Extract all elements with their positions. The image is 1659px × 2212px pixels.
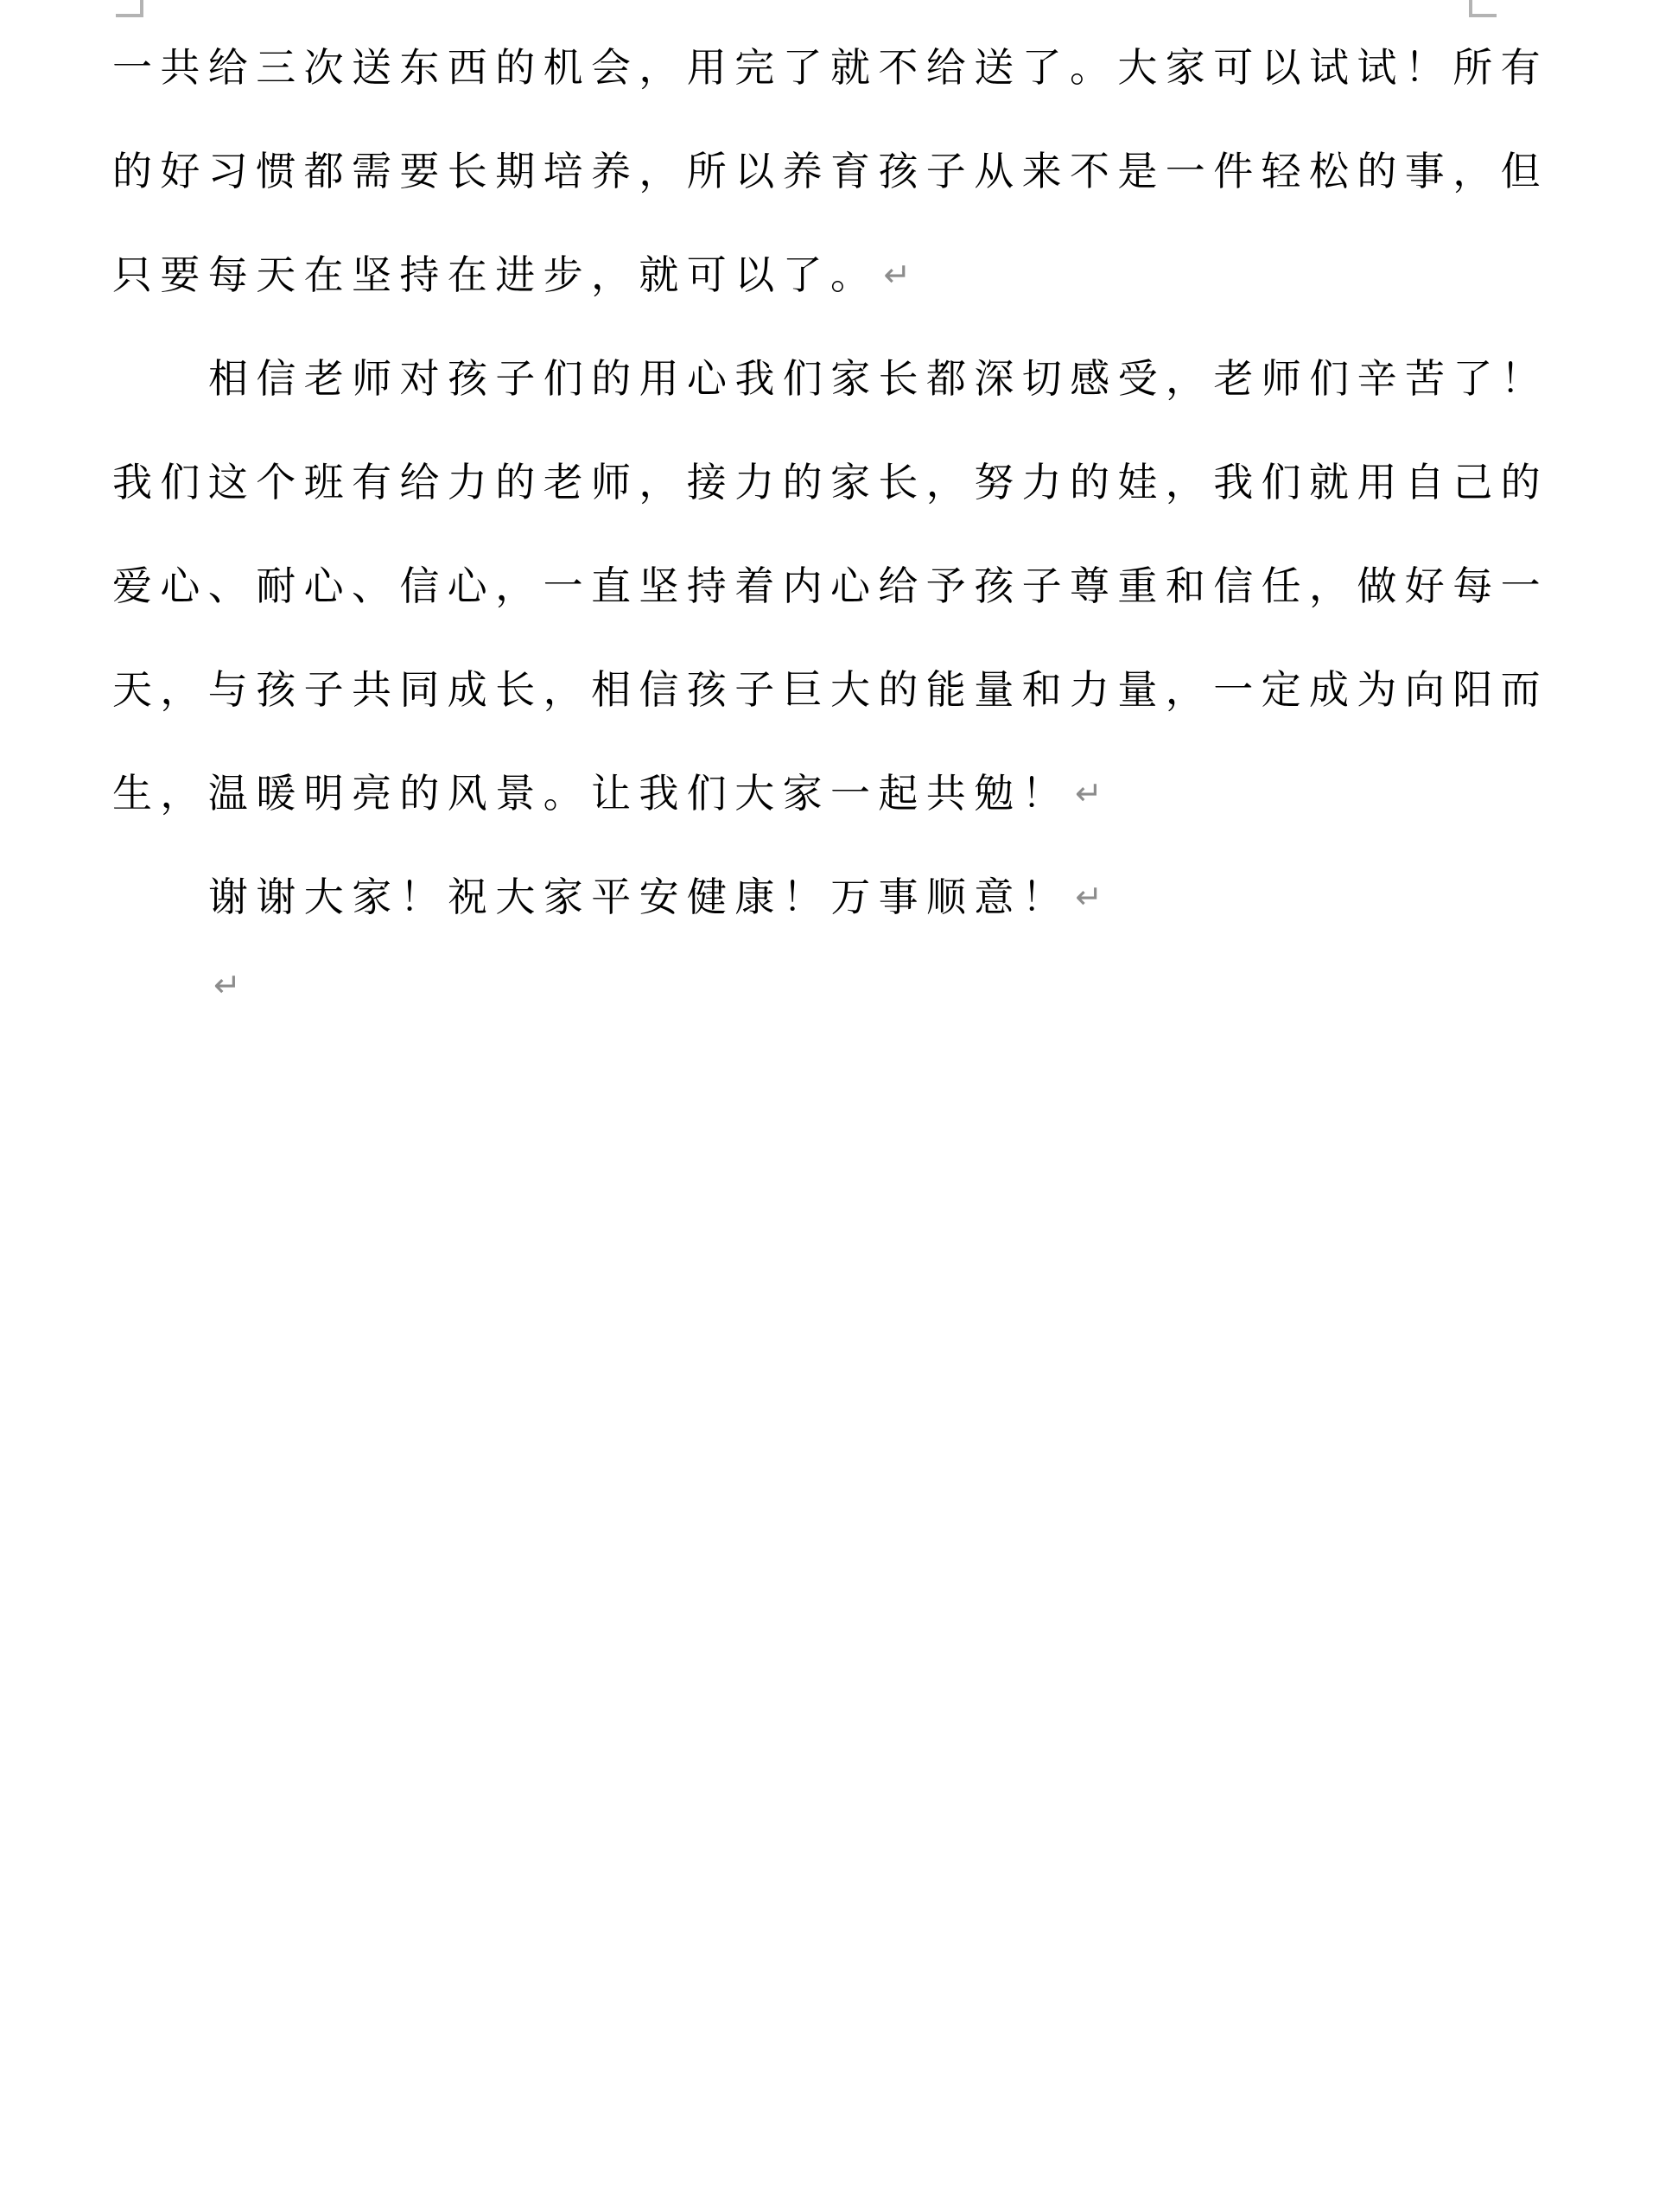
paragraph-line[interactable]: [112, 949, 1555, 1021]
paragraph-return-mark: ↵: [1075, 774, 1103, 812]
paragraph-return-mark: ↵: [213, 966, 241, 1004]
line-text[interactable]: 生，温暖明亮的风景。让我们大家一起共勉！: [112, 770, 1070, 817]
paragraph-line[interactable]: [112, 327, 1555, 430]
document-body[interactable]: [112, 16, 1555, 1021]
line-text[interactable]: 相信老师对孩子们的用心我们家长都深切感受，老师们辛苦了！: [208, 355, 1549, 402]
text-boundary-mark-left: [112, 0, 143, 17]
paragraph-line[interactable]: [112, 119, 1555, 223]
paragraph-line[interactable]: [112, 534, 1555, 638]
paragraph-line[interactable]: [112, 845, 1555, 949]
paragraph-return-mark: ↵: [1075, 878, 1103, 916]
paragraph-line[interactable]: [112, 638, 1555, 741]
paragraph-line[interactable]: [112, 741, 1555, 845]
paragraph-line[interactable]: [112, 223, 1555, 327]
text-boundary-mark-right: [1469, 0, 1500, 17]
line-text[interactable]: 只要每天在坚持在进步，就可以了。: [112, 251, 879, 298]
line-text[interactable]: 谢谢大家！祝大家平安健康！万事顺意！: [208, 874, 1071, 920]
paragraph-return-mark: ↵: [883, 256, 912, 294]
paragraph-line[interactable]: [112, 430, 1555, 534]
line-text[interactable]: 的好习惯都需要长期培养，所以养育孩子从来不是一件轻松的事，但: [112, 148, 1548, 194]
line-text[interactable]: 天，与孩子共同成长，相信孩子巨大的能量和力量，一定成为向阳而: [112, 666, 1548, 713]
line-text[interactable]: 爱心、耐心、信心，一直坚持着内心给予孩子尊重和信任，做好每一: [112, 563, 1548, 609]
paragraph-line[interactable]: [112, 16, 1555, 119]
line-text[interactable]: 一共给三次送东西的机会，用完了就不给送了。大家可以试试！所有: [112, 44, 1548, 91]
line-text[interactable]: 我们这个班有给力的老师，接力的家长，努力的娃，我们就用自己的: [112, 459, 1548, 505]
boundary-mark-vertical: [1469, 0, 1472, 14]
boundary-mark-vertical: [140, 0, 143, 14]
